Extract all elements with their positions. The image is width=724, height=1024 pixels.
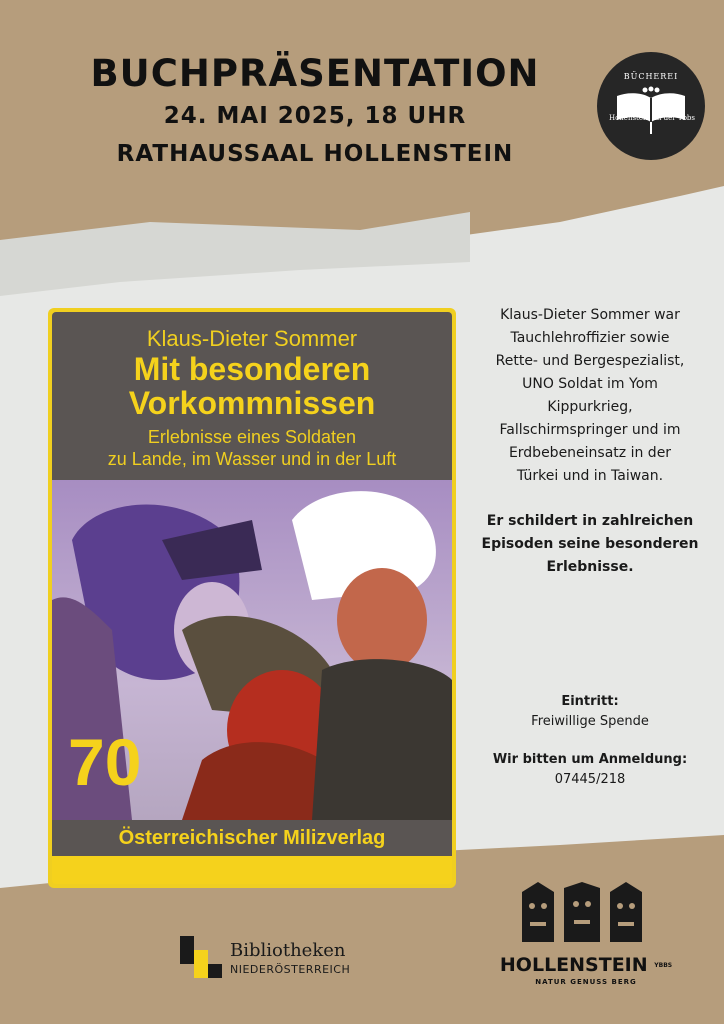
entry-label: Eintritt: — [561, 694, 619, 709]
register-phone: 07445/218 — [554, 772, 626, 787]
book-cover-inner — [52, 312, 452, 884]
desc-line: Tauchlehroffizier sowie — [510, 330, 670, 346]
library-logo — [597, 52, 705, 160]
bibliotheken-logo — [180, 936, 380, 980]
book-author: Klaus-Dieter Sommer — [146, 326, 358, 351]
book-series-number: 70 — [68, 725, 142, 799]
desc-line: Fallschirmspringer und im — [499, 422, 681, 438]
desc-line: Türkei und in Taiwan. — [516, 468, 664, 484]
desc-highlight — [470, 510, 710, 579]
book-publisher: Österreichischer Milizverlag — [118, 827, 386, 849]
hollenstein-town: HOLLENSTEIN — [499, 954, 648, 976]
book-title — [52, 352, 452, 420]
library-logo-top: BÜCHEREI — [623, 72, 679, 81]
event-header — [0, 52, 630, 167]
hollenstein-name — [496, 954, 676, 976]
desc-line: UNO Soldat im Yom — [522, 376, 658, 392]
book-cover-top — [52, 312, 452, 480]
register-label: Wir bitten um Anmeldung: — [492, 752, 688, 767]
event-venue: RATHAUSSAAL HOLLENSTEIN — [116, 141, 514, 167]
bibliotheken-name: Bibliotheken — [230, 940, 346, 961]
hollenstein-masks-icon — [518, 882, 648, 950]
bibliotheken-mark-icon — [180, 936, 224, 980]
entry-value: Freiwillige Spende — [531, 714, 649, 729]
bibliotheken-region: NIEDERÖSTERREICH — [230, 963, 351, 976]
hollenstein-logo — [496, 882, 676, 992]
desc-bold-line: Erlebnisse. — [546, 559, 634, 575]
event-info — [470, 692, 710, 790]
book-title-line1: Mit besonderen — [133, 351, 371, 387]
library-logo-left: Hollenstein — [609, 114, 650, 122]
book-subtitle-line2: zu Lande, im Wasser und in der Luft — [107, 449, 397, 469]
desc-line: Rette- und Bergespezialist, — [495, 353, 685, 369]
book-cover-bottom — [52, 820, 452, 856]
event-title: BUCHPRÄSENTATION — [90, 52, 540, 95]
hollenstein-tagline: NATUR GENUSS BERG — [535, 978, 637, 986]
book-subtitle-line1: Erlebnisse eines Soldaten — [147, 427, 357, 447]
library-logo-right: an der Ybbs — [652, 114, 695, 122]
desc-bold-line: Er schildert in zahlreichen — [486, 513, 694, 529]
book-title-line2: Vorkommnissen — [128, 385, 376, 421]
desc-line: Erdbebeneinsatz in der — [508, 445, 672, 461]
book-subtitle — [52, 426, 452, 470]
desc-line: Kippurkrieg, — [547, 399, 633, 415]
desc-line: Klaus-Dieter Sommer war — [500, 307, 680, 323]
book-cover — [48, 308, 456, 888]
open-book-icon — [611, 84, 691, 134]
hollenstein-suffix: YBBS — [654, 962, 673, 969]
author-description — [470, 304, 710, 579]
desc-bold-line: Episoden seine besonderen — [481, 536, 699, 552]
event-date: 24. MAI 2025, 18 UHR — [163, 103, 467, 129]
